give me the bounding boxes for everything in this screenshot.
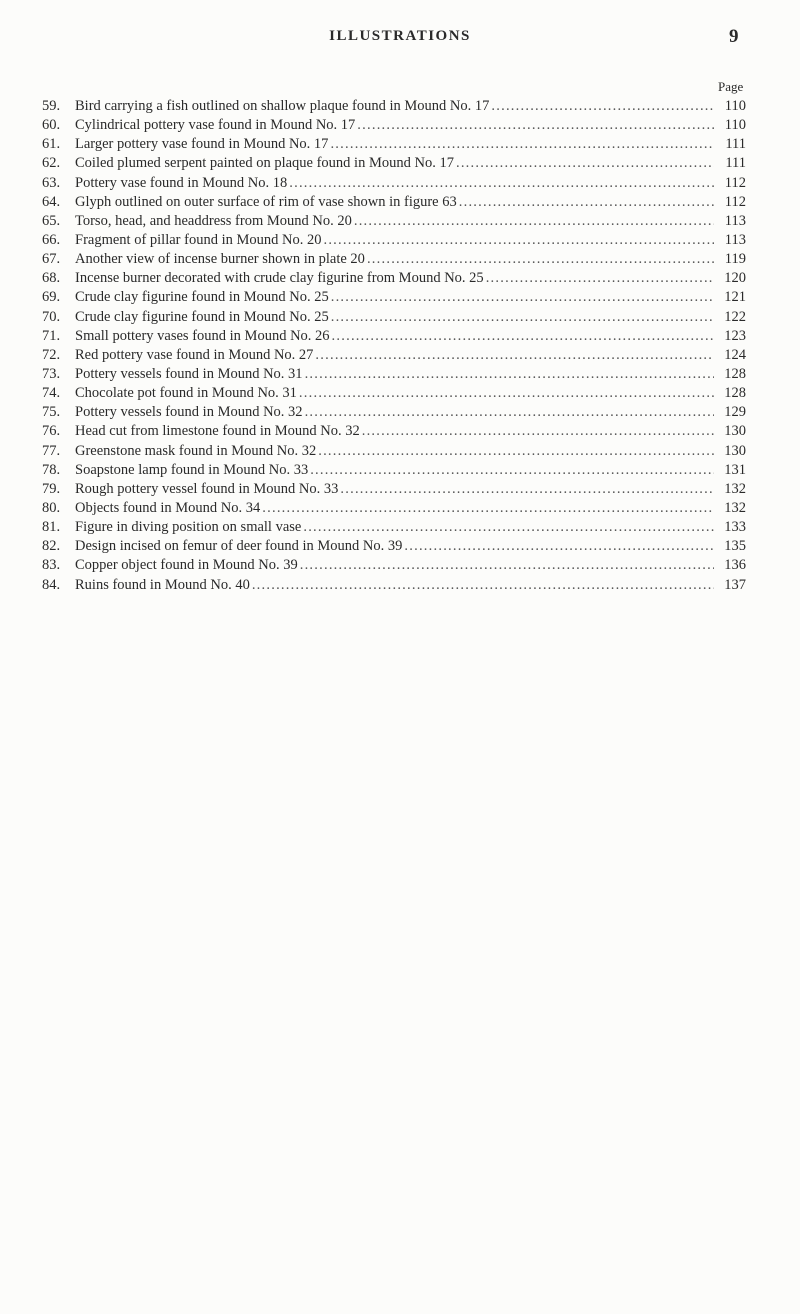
entry-page: 124 — [724, 346, 746, 363]
entry-number: 80. — [42, 499, 61, 516]
dot-leader — [456, 154, 714, 173]
dot-leader — [332, 327, 714, 346]
list-item — [42, 422, 746, 441]
list-item — [42, 346, 746, 365]
dot-leader — [262, 499, 714, 518]
dot-leader — [486, 269, 714, 288]
entry-page: 122 — [724, 308, 746, 325]
dot-leader — [331, 308, 714, 327]
entry-title: Another view of incense burner shown in plate 20 — [75, 251, 365, 268]
entry-title: Pottery vessels found in Mound No. 32 — [75, 404, 303, 421]
entry-page: 132 — [724, 499, 746, 516]
entry-number: 82. — [42, 538, 61, 555]
entry-title: Cylindrical pottery vase found in Mound No. 17 — [75, 117, 356, 134]
entry-number: 75. — [42, 404, 61, 421]
entry-page: 131 — [724, 461, 746, 478]
list-item — [42, 556, 746, 575]
entry-page: 112 — [724, 193, 746, 210]
entry-page: 110 — [724, 98, 746, 114]
entry-page: 121 — [724, 289, 746, 306]
list-item — [42, 327, 746, 346]
running-title: ILLUSTRATIONS — [329, 28, 471, 44]
list-item — [42, 499, 746, 518]
list-item — [42, 384, 746, 403]
entry-page: 113 — [724, 212, 746, 229]
list-item — [42, 135, 746, 154]
dot-leader — [300, 556, 714, 575]
entry-page: 123 — [724, 327, 746, 344]
list-item — [42, 154, 746, 173]
entry-title: Glyph outlined on outer surface of rim of vase shown in figure 63 — [75, 193, 457, 210]
entry-page: 130 — [724, 423, 746, 440]
list-item — [42, 116, 746, 135]
entry-number: 68. — [42, 270, 61, 287]
list-item — [42, 576, 746, 595]
entry-page: 130 — [724, 442, 746, 459]
entry-title: Objects found in Mound No. 34 — [75, 499, 261, 516]
entry-page: 128 — [724, 365, 746, 382]
entry-title: Larger pottery vase found in Mound No. 17 — [75, 136, 329, 153]
dot-leader — [330, 135, 714, 154]
list-item — [42, 250, 746, 269]
entry-page: 133 — [724, 519, 746, 536]
entry-number: 60. — [42, 117, 61, 134]
list-item — [42, 269, 746, 288]
entry-number: 79. — [42, 480, 61, 497]
entry-title: Crude clay figurine found in Mound No. 25 — [75, 289, 329, 306]
entry-number: 76. — [42, 423, 61, 440]
list-item — [42, 97, 746, 116]
running-head — [0, 28, 800, 52]
entry-page: 129 — [724, 404, 746, 421]
entry-number: 78. — [42, 461, 61, 478]
entry-title: Incense burner decorated with crude clay figurine from Mound No. 25 — [75, 270, 484, 287]
entry-page: 111 — [725, 155, 746, 172]
entry-page: 137 — [724, 576, 746, 593]
list-item — [42, 403, 746, 422]
entry-title: Head cut from limestone found in Mound No. 32 — [75, 423, 360, 440]
dot-leader — [367, 250, 714, 269]
entry-title: Bird carrying a fish outlined on shallow plaque found in Mound No. 17 — [75, 98, 490, 114]
entry-number: 70. — [42, 308, 61, 325]
dot-leader — [459, 193, 714, 212]
dot-leader — [357, 116, 714, 135]
entry-title: Ruins found in Mound No. 40 — [75, 576, 250, 593]
entry-page: 112 — [724, 174, 746, 191]
entry-title: Copper object found in Mound No. 39 — [75, 557, 298, 574]
illustrations-list — [42, 97, 746, 595]
entry-page: 120 — [724, 270, 746, 287]
entry-number: 69. — [42, 289, 61, 306]
entry-title: Small pottery vases found in Mound No. 26 — [75, 327, 330, 344]
entry-page: 110 — [724, 117, 746, 134]
entry-title: Red pottery vase found in Mound No. 27 — [75, 346, 314, 363]
dot-leader — [331, 288, 714, 307]
entry-number: 62. — [42, 155, 61, 172]
page-column-label: Page — [718, 79, 744, 94]
list-item — [42, 480, 746, 499]
entry-number: 81. — [42, 519, 61, 536]
entry-title: Fragment of pillar found in Mound No. 20 — [75, 231, 322, 248]
list-item — [42, 174, 746, 193]
entry-number: 63. — [42, 174, 61, 191]
entry-number: 74. — [42, 385, 61, 402]
entry-number: 64. — [42, 193, 61, 210]
list-item — [42, 365, 746, 384]
entry-page: 113 — [724, 231, 746, 248]
dot-leader — [340, 480, 714, 499]
entry-title: Coiled plumed serpent painted on plaque found in Mound No. 17 — [75, 155, 454, 172]
list-item — [42, 288, 746, 307]
entry-page: 111 — [725, 136, 746, 153]
entry-number: 59. — [42, 98, 61, 114]
list-item — [42, 537, 746, 556]
entry-title: Rough pottery vessel found in Mound No. 33 — [75, 480, 339, 497]
entry-number: 84. — [42, 576, 61, 593]
dot-leader — [305, 403, 714, 422]
entry-number: 77. — [42, 442, 61, 459]
list-item — [42, 231, 746, 250]
entry-title: Soapstone lamp found in Mound No. 33 — [75, 461, 309, 478]
entry-page: 119 — [724, 251, 746, 268]
entry-page: 132 — [724, 480, 746, 497]
dot-leader — [323, 231, 714, 250]
dot-leader — [491, 97, 714, 116]
list-item — [42, 461, 746, 480]
entry-title: Pottery vessels found in Mound No. 31 — [75, 365, 303, 382]
dot-leader — [354, 212, 714, 231]
dot-leader — [318, 442, 714, 461]
entry-number: 73. — [42, 365, 61, 382]
list-item — [42, 308, 746, 327]
dot-leader — [303, 518, 714, 537]
entry-title: Figure in diving position on small vase — [75, 519, 302, 536]
entry-title: Pottery vase found in Mound No. 18 — [75, 174, 288, 191]
dot-leader — [289, 174, 714, 193]
entry-title: Chocolate pot found in Mound No. 31 — [75, 385, 297, 402]
entry-number: 66. — [42, 231, 61, 248]
entry-number: 67. — [42, 251, 61, 268]
dot-leader — [305, 365, 714, 384]
entry-page: 136 — [724, 557, 746, 574]
dot-leader — [299, 384, 714, 403]
entry-number: 71. — [42, 327, 61, 344]
page-number: 9 — [729, 26, 739, 47]
dot-leader — [315, 346, 714, 365]
list-item — [42, 212, 746, 231]
dot-leader — [252, 576, 714, 595]
entry-page: 135 — [724, 538, 746, 555]
entry-number: 83. — [42, 557, 61, 574]
list-item — [42, 193, 746, 212]
list-item — [42, 518, 746, 537]
entry-page: 128 — [724, 385, 746, 402]
dot-leader — [310, 461, 714, 480]
dot-leader — [404, 537, 714, 556]
entry-title: Greenstone mask found in Mound No. 32 — [75, 442, 317, 459]
entry-title: Crude clay figurine found in Mound No. 25 — [75, 308, 329, 325]
entry-title: Torso, head, and headdress from Mound No. 20 — [75, 212, 352, 229]
entry-title: Design incised on femur of deer found in Mound No. 39 — [75, 538, 403, 555]
entry-number: 65. — [42, 212, 61, 229]
dot-leader — [362, 422, 714, 441]
list-item — [42, 442, 746, 461]
entry-number: 72. — [42, 346, 61, 363]
entry-number: 61. — [42, 136, 61, 153]
